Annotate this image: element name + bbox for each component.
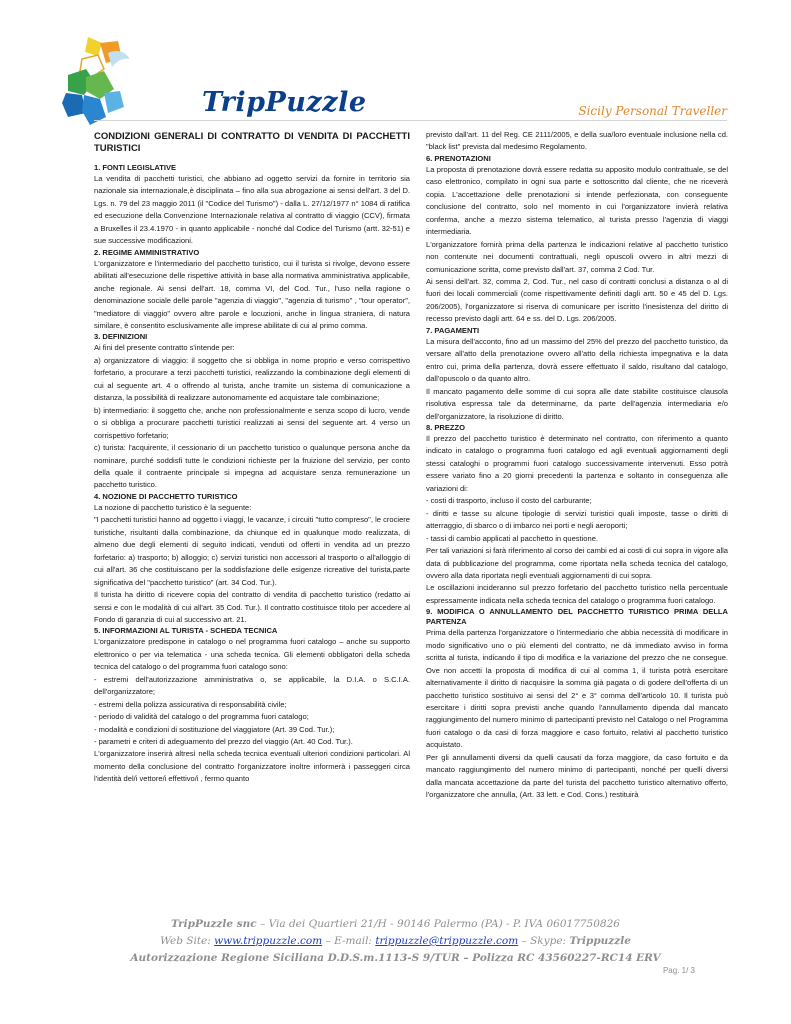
footer-address-line [0, 918, 791, 930]
section-6-paragraph: L'organizzatore fornirà prima della partenza le indicazioni relative al pacchetto turistico non contenute nei documenti contrattuali, negli opuscoli ovvero in altri mezzi di comunicazione scritta, come previsto dall'art. 37, comma 2 Cod. Tur. [426, 239, 728, 274]
section-5-bullet: - estremi della polizza assicurativa di responsabilità civile; [94, 699, 287, 709]
section-heading-2: 2. REGIME AMMINISTRATIVO [94, 247, 200, 257]
brand-name: TripPuzzle [202, 87, 367, 118]
section-5-bullet: - estremi dell'autorizzazione amministrativa o, se applicabile, la D.I.A. o S.C.I.A. dell'organizzatore; [94, 674, 410, 697]
section-9-paragraph: Prima della partenza l'organizzatore o l'intermediario che abbia necessità di modificare in modo significativo uno o più elementi del contratto, ne dà immediato avviso in forma scritta al turista, indicando il tipo di modifica e la variazione del prezzo che ne consegue. Ove non accetti la proposta di modifica di cui al comma 1, il turista potrà esercitare alternativamente il diritto di riacquisire la somma già pagata o di godere dell'offerta di un pacchetto turistico sostituivo ai sensi del 2° e 3° comma dell'articolo 10. Il turista può esercitare i diritti sopra previsti anche quando l'annullamento dipenda dal mancato raggiungimento del numero minimo di partecipanti previsto nel Catalogo o nel Programma fuori catalogo o da casi di forza maggiore e caso fortuito, relativi al pacchetto turistico acquistato. [426, 628, 728, 750]
section-5-bullet: - parametri e criteri di adeguamento del prezzo del viaggio (Art. 40 Cod. Tur.). [94, 737, 353, 747]
section-6-paragraph: Ai sensi dell'art. 32, comma 2, Cod. Tur., nel caso di contratti conclusi a distanza o al di fuori dei locali commerciali (come rispettivamente definiti dagli artt. 50 e 45 del D. Lgs. 206/2005), l'organizzatore si riserva di comunicare per iscritto l'inesistenza del diritto di recesso previsto dagli artt. 64 e ss. del D. Lgs. 206/2005. [426, 276, 728, 324]
section-5-intro: L'organizzatore predispone in catalogo o nel programma fuori catalogo – anche su supporto elettronico o per via telematica - una scheda tecnica. Gli elementi obbligatori della scheda tecnica del catalogo o del programma fuori catalogo sono: [94, 637, 410, 672]
footer-skype-label: – Skype: [518, 935, 570, 947]
section-3-definition-c: c) turista: l'acquirente, il cessionario di un pacchetto turistico o qualunque persona anche da nominare, purché soddisfi tutte le condizioni richieste per la fruizione del servizio, per conto della quale il contraente principale si impegna ad acquistare senza remunerazione un pacchetto turistico. [94, 443, 410, 490]
section-heading-9: 9. MODIFICA O ANNULLAMENTO DEL PACCHETTO TURISTICO PRIMA DELLA PARTENZA [426, 607, 728, 627]
website-link[interactable]: www.trippuzzle.com [214, 935, 323, 947]
brand-tagline: Sicily Personal Traveller [578, 104, 727, 118]
section-heading-7: 7. PAGAMENTI [426, 325, 480, 335]
section-5-paragraph: L'organizzatore inserirà altresì nella scheda tecnica eventuali ulteriori condizioni particolari. Al momento della conclusione del contratto l'organizzatore inoltre informerà i passeggeri circa l'identità del/i vettore/i effettivo/i , fermo quanto [94, 749, 410, 784]
section-5-bullet: - modalità e condizioni di sostituzione del viaggiatore (Art. 39 Cod. Tur.); [94, 724, 335, 734]
section-4-intro: La nozione di pacchetto turistico è la seguente: [94, 502, 252, 512]
left-column [94, 131, 410, 786]
section-3-definition-b: b) intermediario: il soggetto che, anche non professionalmente e senza scopo di lucro, vende o si obbliga a procurare pacchetti turistici realizzati ai sensi del seguente art. 4 verso un corrispettivo forfetario; [94, 405, 410, 440]
email-link[interactable]: trippuzzle@trippuzzle.com [375, 935, 519, 947]
section-5-bullet: - periodo di validità del catalogo o del programma fuori catalogo; [94, 712, 309, 722]
section-4-paragraph: Il turista ha diritto di ricevere copia del contratto di vendita di pacchetto turistico (redatto ai sensi e con le modalità di cui all'art. 35 Cod. Tur.). Il contratto costituisce titolo per accedere al Fondo di garanzia di cui al successivo art. 21. [94, 590, 410, 624]
brand-logo [60, 35, 367, 130]
section-heading-8: 8. PREZZO [426, 422, 465, 432]
footer-email-label: – E-mail: [322, 935, 376, 947]
section-3-definition-a: a) organizzatore di viaggio: il soggetto che si obbliga in nome proprio e verso corrispettivo forfetario, a procurare a terzi pacchetti turistici, realizzando la combinazione degli elementi di cui al seguente art. 4 o offrendo al turista, anche tramite un sistema di comunicazione a distanza, la possibilità di realizzare autonomamente ed acquistare tale combinazione; [94, 355, 410, 403]
section-heading-3: 3. DEFINIZIONI [94, 332, 148, 342]
section-8-paragraph: Per tali variazioni si farà riferimento al corso dei cambi ed ai costi di cui sopra in vigore alla data di pubblicazione del programma, come riportata nella scheda tecnica del catalogo, ovvero alla data riportata negli eventuali aggiornamenti di cui sopra. [426, 546, 729, 580]
footer-contacts-line [0, 935, 791, 947]
section-heading-5: 5. INFORMAZIONI AL TURISTA - SCHEDA TECNICA [94, 626, 278, 636]
section-7-paragraph: La misura dell'acconto, fino ad un massimo del 25% del prezzo del pacchetto turistico, da versare all'atto della prenotazione ovvero all'atto della richiesta impegnativa e la data entro cui, prima della partenza, dovrà essere effettuato il saldo, risultano dal catalogo, dall'opuscolo o da quanto altro. [426, 336, 728, 384]
section-8-bullet: - diritti e tasse su alcune tipologie di servizi turistici quali imposte, tasse o diritti di atterraggio, di sbarco o di imbarco nei porti e negli aeroporti; [426, 508, 728, 531]
section-heading-6: 6. PRENOTAZIONI [426, 153, 491, 163]
section-2-paragraph: L'organizzatore e l'intermediario del pacchetto turistico, cui il turista si rivolge, devono essere abilitati all'esecuzione delle rispettive attività in base alla normativa amministrativa applicabile, anche regionale. Ai sensi dell'art. 18, comma VI, del Cod. Tur., l'uso nella ragione o denominazione sociale delle parole "agenzia di viaggio", "agenzia di turismo" , "tour operator", "mediatore di viaggio" ovvero altre parole e locuzioni, anche in lingua straniera, di natura similare, è consentito esclusivamente alle imprese abilitate di cui al primo comma. [94, 258, 410, 330]
puzzle-sun-logo-icon [60, 35, 150, 130]
document-title: CONDIZIONI GENERALI DI CONTRATTO DI VENDITA DI PACCHETTI TURISTICI [94, 131, 410, 154]
footer-web-label: Web Site: [160, 935, 215, 947]
footer-company: TripPuzzle snc [171, 918, 257, 930]
section-8-bullet: - costi di trasporto, incluso il costo del carburante; [426, 496, 592, 506]
footer-skype: Trippuzzle [569, 935, 631, 947]
header-divider [94, 120, 727, 121]
section-heading-4: 4. NOZIONE DI PACCHETTO TURISTICO [94, 491, 238, 501]
section-6-paragraph: La proposta di prenotazione dovrà essere redatta su apposito modulo contrattuale, se del caso elettronico, compilato in ogni sua parte e sottoscritto dal cliente, che ne riceverà copia. L'accettazione delle prenotazioni si intende perfezionata, con conseguente conclusione del contratto, solo nel momento in cui l'organizzatore invierà relativa conferma, anche a mezzo sistema telematico, al turista presso l'agenzia di viaggi intermediaria. [426, 164, 728, 237]
footer-authorization: Autorizzazione Regione Siciliana D.D.S.m.1113-S 9/TUR – Polizza RC 43560227-RC14 ERV [130, 952, 661, 964]
right-column [426, 131, 728, 802]
section-heading-1: 1. FONTI LEGISLATIVE [94, 163, 177, 172]
section-5-continuation: previsto dall'art. 11 del Reg. CE 2111/2005, e della sua/loro eventuale inclusione nella cd. "black list" prevista dal medesimo Regolamento. [426, 130, 728, 152]
section-7-paragraph: Il mancato pagamento delle somme di cui sopra alle date stabilite costituisce clausola risolutiva espressa tale da determinarne, da parte dell'agenzia intermediaria e/o dell'organizzatore, la risoluzione di diritto. [426, 386, 728, 421]
section-4-quote: "I pacchetti turistici hanno ad oggetto i viaggi, le vacanze, i circuiti "tutto compreso", le crociere turistiche, risultanti dalla combinazione, da chiunque ed in qualunque modo realizzata, di almeno due degli elementi di seguito indicati, venduti od offerti in vendita ad un prezzo forfetario: a) trasporto; b) alloggio; c) servizi turistici non accessori al trasporto o all'alloggio di cui all'art. 36 che costituiscano per la soddisfazione delle esigenze ricreative del turista,parte significativa del "pacchetto turistico" (art. 34 Cod. Tur.). [94, 515, 410, 587]
section-8-bullet: - tassi di cambio applicati al pacchetto in questione. [426, 533, 598, 543]
section-8-paragraph: Il prezzo del pacchetto turistico è determinato nel contratto, con riferimento a quanto indicato in catalogo o programma fuori catalogo ed agli eventuali aggiornamenti degli stessi cataloghi o programmi fuori catalogo successivamente intervenuti. Esso potrà essere variato fino a 20 giorni precedenti la partenza e soltanto in conseguenza alle variazioni di: [426, 433, 728, 493]
section-1-paragraph: La vendita di pacchetti turistici, che abbiano ad oggetto servizi da fornire in territorio sia nazionale sia internazionale,è disciplinata – fino alla sua abrogazione ai sensi dell'art. 3 del D. Lgs. n. 79 del 23 maggio 2011 (il "Codice del Turismo") - dalla L. 27/12/1977 n° 1084 di ratifica ed esecuzione della Convenzione Internazionale relativa al contratto di viaggio (CCV), firmata a Bruxelles il 23.4.1970 - in quanto applicabile - nonché dal Codice del Turismo (artt. 32-51) e sue successive modificazioni. [94, 174, 410, 246]
page-number: Pag. 1/ 3 [662, 966, 695, 975]
section-3-intro: Ai fini del presente contratto s'intende per: [94, 343, 235, 353]
section-8-paragraph: Le oscillazioni incideranno sul prezzo forfetario del pacchetto turistico nella percentuale espressamente indicata nella scheda tecnica del catalogo o programma fuori catalogo. [426, 583, 728, 605]
section-9-paragraph: Per gli annullamenti diversi da quelli causati da forza maggiore, da caso fortuito e da mancato raggiungimento del numero minimo di partecipanti, nonché per quelli diversi dalla mancata accettazione da parte del turista del pacchetto turistico alternativo offerto, l'organizzatore che annulla, (Art. 33 lett. e Cod. Cons.) restituirà [426, 752, 728, 800]
footer-address: – Via dei Quartieri 21/H - 90146 Palermo (PA) - P. IVA 06017750826 [256, 918, 620, 930]
